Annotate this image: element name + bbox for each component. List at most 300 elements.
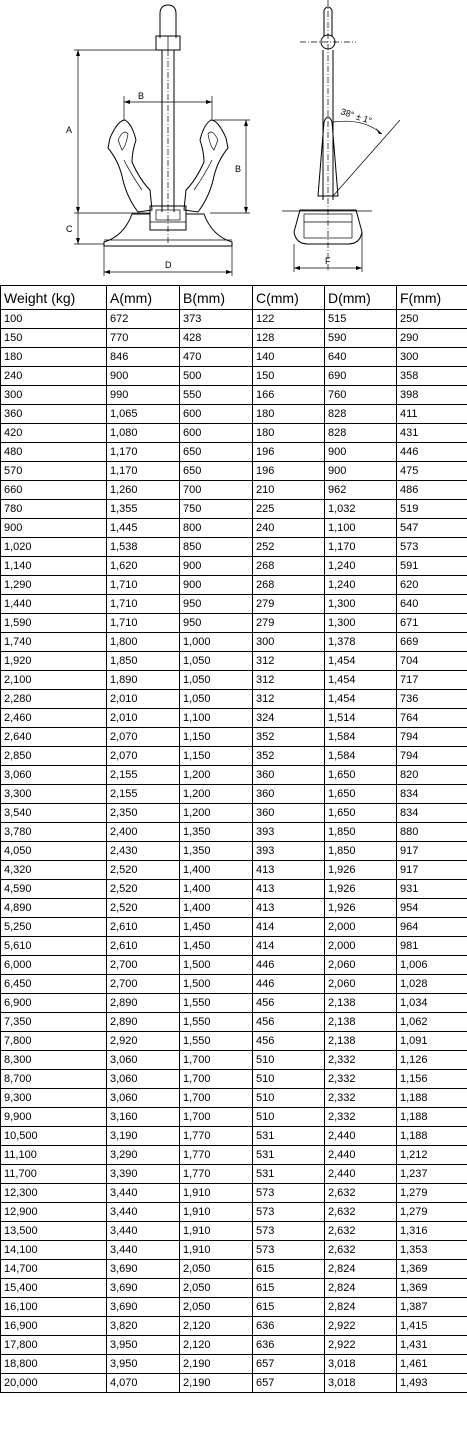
cell-a: 3,440 bbox=[107, 1203, 180, 1222]
cell-weight: 2,280 bbox=[1, 690, 107, 709]
cell-d: 3,018 bbox=[325, 1355, 397, 1374]
cell-f: 1,091 bbox=[397, 1032, 467, 1051]
cell-a: 1,710 bbox=[107, 614, 180, 633]
cell-a: 2,070 bbox=[107, 747, 180, 766]
cell-d: 1,100 bbox=[325, 519, 397, 538]
cell-f: 475 bbox=[397, 462, 467, 481]
header-d: D(mm) bbox=[325, 286, 397, 310]
cell-d: 2,332 bbox=[325, 1108, 397, 1127]
table-row bbox=[1, 823, 467, 842]
table-header-row bbox=[1, 286, 467, 310]
cell-b: 1,700 bbox=[180, 1051, 253, 1070]
table-row bbox=[1, 1336, 467, 1355]
table-row bbox=[1, 728, 467, 747]
cell-f: 1,188 bbox=[397, 1108, 467, 1127]
cell-a: 3,060 bbox=[107, 1089, 180, 1108]
dimension-b-side-label: B bbox=[235, 164, 242, 174]
cell-a: 1,355 bbox=[107, 500, 180, 519]
cell-f: 820 bbox=[397, 766, 467, 785]
cell-c: 240 bbox=[253, 519, 325, 538]
cell-b: 1,200 bbox=[180, 804, 253, 823]
table-row bbox=[1, 310, 467, 329]
cell-c: 615 bbox=[253, 1260, 325, 1279]
cell-weight: 2,460 bbox=[1, 709, 107, 728]
cell-c: 636 bbox=[253, 1336, 325, 1355]
cell-c: 531 bbox=[253, 1127, 325, 1146]
header-b: B(mm) bbox=[180, 286, 253, 310]
cell-weight: 3,540 bbox=[1, 804, 107, 823]
cell-a: 3,820 bbox=[107, 1317, 180, 1336]
cell-weight: 9,900 bbox=[1, 1108, 107, 1127]
cell-d: 2,824 bbox=[325, 1279, 397, 1298]
cell-weight: 15,400 bbox=[1, 1279, 107, 1298]
cell-d: 1,300 bbox=[325, 595, 397, 614]
cell-a: 2,350 bbox=[107, 804, 180, 823]
cell-weight: 12,300 bbox=[1, 1184, 107, 1203]
cell-f: 300 bbox=[397, 348, 467, 367]
cell-weight: 4,590 bbox=[1, 880, 107, 899]
cell-c: 531 bbox=[253, 1146, 325, 1165]
table-row bbox=[1, 424, 467, 443]
cell-f: 704 bbox=[397, 652, 467, 671]
table-row bbox=[1, 481, 467, 500]
cell-d: 2,000 bbox=[325, 918, 397, 937]
cell-b: 1,550 bbox=[180, 994, 253, 1013]
cell-f: 1,387 bbox=[397, 1298, 467, 1317]
table-row bbox=[1, 348, 467, 367]
cell-b: 1,450 bbox=[180, 918, 253, 937]
cell-weight: 6,900 bbox=[1, 994, 107, 1013]
table-row bbox=[1, 367, 467, 386]
cell-a: 3,190 bbox=[107, 1127, 180, 1146]
cell-c: 300 bbox=[253, 633, 325, 652]
cell-d: 1,514 bbox=[325, 709, 397, 728]
cell-f: 573 bbox=[397, 538, 467, 557]
cell-f: 1,212 bbox=[397, 1146, 467, 1165]
cell-f: 1,006 bbox=[397, 956, 467, 975]
cell-c: 210 bbox=[253, 481, 325, 500]
dimension-b-top-label: B bbox=[138, 91, 145, 101]
cell-weight: 14,100 bbox=[1, 1241, 107, 1260]
cell-f: 834 bbox=[397, 804, 467, 823]
cell-f: 1,461 bbox=[397, 1355, 467, 1374]
cell-f: 669 bbox=[397, 633, 467, 652]
cell-d: 900 bbox=[325, 443, 397, 462]
cell-b: 1,100 bbox=[180, 709, 253, 728]
cell-d: 2,332 bbox=[325, 1089, 397, 1108]
cell-b: 1,200 bbox=[180, 766, 253, 785]
table-row bbox=[1, 1127, 467, 1146]
cell-weight: 14,700 bbox=[1, 1260, 107, 1279]
cell-b: 1,350 bbox=[180, 842, 253, 861]
table-row bbox=[1, 1317, 467, 1336]
table-row bbox=[1, 671, 467, 690]
cell-c: 166 bbox=[253, 386, 325, 405]
cell-d: 1,454 bbox=[325, 652, 397, 671]
anchor-front-view bbox=[104, 5, 232, 246]
header-a: A(mm) bbox=[107, 286, 180, 310]
cell-b: 1,770 bbox=[180, 1146, 253, 1165]
cell-a: 2,070 bbox=[107, 728, 180, 747]
cell-d: 1,240 bbox=[325, 557, 397, 576]
cell-d: 2,632 bbox=[325, 1222, 397, 1241]
cell-d: 1,926 bbox=[325, 880, 397, 899]
cell-weight: 10,500 bbox=[1, 1127, 107, 1146]
cell-c: 180 bbox=[253, 405, 325, 424]
cell-a: 1,080 bbox=[107, 424, 180, 443]
dimension-c-label: C bbox=[66, 224, 73, 234]
cell-c: 573 bbox=[253, 1203, 325, 1222]
table-row bbox=[1, 1184, 467, 1203]
cell-f: 671 bbox=[397, 614, 467, 633]
table-row bbox=[1, 1260, 467, 1279]
angle-label: 38° ± 1° bbox=[339, 106, 374, 126]
cell-weight: 900 bbox=[1, 519, 107, 538]
cell-b: 1,700 bbox=[180, 1089, 253, 1108]
cell-d: 2,440 bbox=[325, 1127, 397, 1146]
cell-d: 1,650 bbox=[325, 785, 397, 804]
cell-weight: 6,450 bbox=[1, 975, 107, 994]
table-row bbox=[1, 1298, 467, 1317]
cell-a: 672 bbox=[107, 310, 180, 329]
cell-f: 591 bbox=[397, 557, 467, 576]
table-row bbox=[1, 500, 467, 519]
cell-c: 393 bbox=[253, 823, 325, 842]
cell-b: 1,500 bbox=[180, 975, 253, 994]
cell-b: 1,200 bbox=[180, 785, 253, 804]
cell-weight: 100 bbox=[1, 310, 107, 329]
cell-a: 3,440 bbox=[107, 1184, 180, 1203]
cell-b: 650 bbox=[180, 443, 253, 462]
table-row bbox=[1, 785, 467, 804]
cell-b: 2,050 bbox=[180, 1260, 253, 1279]
cell-b: 1,700 bbox=[180, 1108, 253, 1127]
cell-f: 519 bbox=[397, 500, 467, 519]
table-row bbox=[1, 1070, 467, 1089]
cell-d: 1,926 bbox=[325, 899, 397, 918]
table-row bbox=[1, 937, 467, 956]
cell-c: 657 bbox=[253, 1374, 325, 1393]
cell-d: 2,138 bbox=[325, 994, 397, 1013]
cell-d: 2,632 bbox=[325, 1203, 397, 1222]
cell-c: 636 bbox=[253, 1317, 325, 1336]
cell-f: 1,279 bbox=[397, 1203, 467, 1222]
table-row bbox=[1, 1165, 467, 1184]
cell-a: 990 bbox=[107, 386, 180, 405]
cell-weight: 9,300 bbox=[1, 1089, 107, 1108]
cell-d: 2,632 bbox=[325, 1241, 397, 1260]
cell-f: 431 bbox=[397, 424, 467, 443]
cell-f: 764 bbox=[397, 709, 467, 728]
table-row bbox=[1, 1089, 467, 1108]
cell-d: 1,454 bbox=[325, 690, 397, 709]
cell-a: 2,920 bbox=[107, 1032, 180, 1051]
cell-c: 510 bbox=[253, 1051, 325, 1070]
anchor-spec-table bbox=[0, 285, 467, 1393]
cell-d: 828 bbox=[325, 424, 397, 443]
cell-a: 1,170 bbox=[107, 443, 180, 462]
table-row bbox=[1, 1374, 467, 1393]
cell-a: 2,155 bbox=[107, 785, 180, 804]
cell-a: 2,890 bbox=[107, 994, 180, 1013]
cell-c: 615 bbox=[253, 1279, 325, 1298]
cell-c: 196 bbox=[253, 462, 325, 481]
cell-weight: 11,700 bbox=[1, 1165, 107, 1184]
cell-a: 3,950 bbox=[107, 1355, 180, 1374]
cell-b: 373 bbox=[180, 310, 253, 329]
table-row bbox=[1, 709, 467, 728]
cell-a: 2,700 bbox=[107, 956, 180, 975]
dimension-d bbox=[104, 246, 232, 276]
cell-f: 1,237 bbox=[397, 1165, 467, 1184]
table-row bbox=[1, 443, 467, 462]
cell-c: 268 bbox=[253, 557, 325, 576]
cell-d: 2,138 bbox=[325, 1013, 397, 1032]
cell-f: 411 bbox=[397, 405, 467, 424]
cell-c: 360 bbox=[253, 766, 325, 785]
cell-a: 2,700 bbox=[107, 975, 180, 994]
table-row bbox=[1, 1146, 467, 1165]
cell-f: 880 bbox=[397, 823, 467, 842]
table-row bbox=[1, 1241, 467, 1260]
cell-d: 2,922 bbox=[325, 1336, 397, 1355]
cell-c: 413 bbox=[253, 861, 325, 880]
cell-d: 1,850 bbox=[325, 823, 397, 842]
cell-d: 1,850 bbox=[325, 842, 397, 861]
cell-f: 964 bbox=[397, 918, 467, 937]
cell-b: 1,550 bbox=[180, 1013, 253, 1032]
cell-f: 398 bbox=[397, 386, 467, 405]
cell-d: 1,650 bbox=[325, 766, 397, 785]
cell-b: 1,450 bbox=[180, 937, 253, 956]
cell-a: 2,400 bbox=[107, 823, 180, 842]
cell-b: 1,050 bbox=[180, 652, 253, 671]
table-row bbox=[1, 1222, 467, 1241]
cell-d: 2,922 bbox=[325, 1317, 397, 1336]
cell-d: 1,240 bbox=[325, 576, 397, 595]
cell-weight: 7,800 bbox=[1, 1032, 107, 1051]
cell-weight: 1,140 bbox=[1, 557, 107, 576]
cell-c: 196 bbox=[253, 443, 325, 462]
cell-a: 1,538 bbox=[107, 538, 180, 557]
cell-a: 4,070 bbox=[107, 1374, 180, 1393]
table-row bbox=[1, 861, 467, 880]
cell-f: 446 bbox=[397, 443, 467, 462]
cell-d: 2,000 bbox=[325, 937, 397, 956]
cell-d: 2,440 bbox=[325, 1146, 397, 1165]
cell-c: 360 bbox=[253, 804, 325, 823]
cell-weight: 180 bbox=[1, 348, 107, 367]
table-row bbox=[1, 747, 467, 766]
cell-d: 2,824 bbox=[325, 1260, 397, 1279]
cell-weight: 780 bbox=[1, 500, 107, 519]
cell-f: 1,126 bbox=[397, 1051, 467, 1070]
cell-c: 140 bbox=[253, 348, 325, 367]
cell-weight: 11,100 bbox=[1, 1146, 107, 1165]
table-row bbox=[1, 614, 467, 633]
cell-c: 510 bbox=[253, 1070, 325, 1089]
table-row bbox=[1, 557, 467, 576]
cell-f: 1,028 bbox=[397, 975, 467, 994]
cell-c: 615 bbox=[253, 1298, 325, 1317]
cell-a: 1,260 bbox=[107, 481, 180, 500]
cell-d: 515 bbox=[325, 310, 397, 329]
cell-b: 750 bbox=[180, 500, 253, 519]
cell-b: 900 bbox=[180, 557, 253, 576]
cell-c: 279 bbox=[253, 595, 325, 614]
cell-c: 150 bbox=[253, 367, 325, 386]
right-fluke bbox=[184, 120, 228, 212]
cell-a: 900 bbox=[107, 367, 180, 386]
cell-b: 1,550 bbox=[180, 1032, 253, 1051]
table-row bbox=[1, 1032, 467, 1051]
cell-weight: 2,850 bbox=[1, 747, 107, 766]
cell-c: 252 bbox=[253, 538, 325, 557]
cell-a: 846 bbox=[107, 348, 180, 367]
cell-b: 2,120 bbox=[180, 1336, 253, 1355]
cell-f: 1,415 bbox=[397, 1317, 467, 1336]
cell-d: 962 bbox=[325, 481, 397, 500]
table-row bbox=[1, 329, 467, 348]
table-row bbox=[1, 1108, 467, 1127]
cell-d: 900 bbox=[325, 462, 397, 481]
cell-b: 470 bbox=[180, 348, 253, 367]
cell-weight: 3,060 bbox=[1, 766, 107, 785]
cell-d: 1,032 bbox=[325, 500, 397, 519]
table-row bbox=[1, 405, 467, 424]
cell-a: 1,710 bbox=[107, 595, 180, 614]
cell-a: 1,800 bbox=[107, 633, 180, 652]
cell-f: 250 bbox=[397, 310, 467, 329]
cell-d: 2,138 bbox=[325, 1032, 397, 1051]
cell-c: 510 bbox=[253, 1089, 325, 1108]
table-row bbox=[1, 1203, 467, 1222]
cell-a: 3,690 bbox=[107, 1279, 180, 1298]
cell-d: 1,584 bbox=[325, 728, 397, 747]
cell-b: 650 bbox=[180, 462, 253, 481]
cell-c: 352 bbox=[253, 747, 325, 766]
cell-f: 358 bbox=[397, 367, 467, 386]
cell-a: 770 bbox=[107, 329, 180, 348]
cell-weight: 2,100 bbox=[1, 671, 107, 690]
cell-weight: 4,890 bbox=[1, 899, 107, 918]
cell-f: 931 bbox=[397, 880, 467, 899]
cell-b: 700 bbox=[180, 481, 253, 500]
header-weight: Weight (kg) bbox=[1, 286, 107, 310]
table-row bbox=[1, 595, 467, 614]
cell-b: 850 bbox=[180, 538, 253, 557]
table-row bbox=[1, 880, 467, 899]
cell-d: 2,440 bbox=[325, 1165, 397, 1184]
cell-d: 590 bbox=[325, 329, 397, 348]
cell-c: 312 bbox=[253, 690, 325, 709]
cell-f: 954 bbox=[397, 899, 467, 918]
cell-a: 3,690 bbox=[107, 1298, 180, 1317]
cell-d: 2,332 bbox=[325, 1070, 397, 1089]
cell-d: 1,650 bbox=[325, 804, 397, 823]
cell-b: 1,910 bbox=[180, 1184, 253, 1203]
cell-weight: 17,800 bbox=[1, 1336, 107, 1355]
cell-d: 1,584 bbox=[325, 747, 397, 766]
cell-b: 1,770 bbox=[180, 1127, 253, 1146]
table-row bbox=[1, 576, 467, 595]
cell-c: 414 bbox=[253, 918, 325, 937]
cell-b: 2,050 bbox=[180, 1279, 253, 1298]
cell-c: 279 bbox=[253, 614, 325, 633]
cell-a: 1,850 bbox=[107, 652, 180, 671]
cell-f: 486 bbox=[397, 481, 467, 500]
cell-a: 2,010 bbox=[107, 709, 180, 728]
cell-b: 950 bbox=[180, 595, 253, 614]
table-row bbox=[1, 994, 467, 1013]
cell-f: 794 bbox=[397, 728, 467, 747]
cell-b: 1,400 bbox=[180, 899, 253, 918]
cell-c: 225 bbox=[253, 500, 325, 519]
cell-c: 393 bbox=[253, 842, 325, 861]
cell-d: 1,300 bbox=[325, 614, 397, 633]
cell-weight: 1,440 bbox=[1, 595, 107, 614]
cell-c: 446 bbox=[253, 975, 325, 994]
cell-c: 510 bbox=[253, 1108, 325, 1127]
cell-weight: 16,100 bbox=[1, 1298, 107, 1317]
table-row bbox=[1, 1013, 467, 1032]
table-row bbox=[1, 538, 467, 557]
cell-f: 834 bbox=[397, 785, 467, 804]
cell-c: 531 bbox=[253, 1165, 325, 1184]
cell-a: 3,690 bbox=[107, 1260, 180, 1279]
cell-f: 1,431 bbox=[397, 1336, 467, 1355]
cell-c: 352 bbox=[253, 728, 325, 747]
cell-b: 600 bbox=[180, 405, 253, 424]
cell-weight: 1,740 bbox=[1, 633, 107, 652]
cell-b: 2,050 bbox=[180, 1298, 253, 1317]
cell-f: 717 bbox=[397, 671, 467, 690]
cell-weight: 2,640 bbox=[1, 728, 107, 747]
cell-f: 981 bbox=[397, 937, 467, 956]
angle-dimension bbox=[333, 106, 400, 196]
cell-b: 1,910 bbox=[180, 1241, 253, 1260]
cell-a: 2,610 bbox=[107, 918, 180, 937]
cell-a: 1,065 bbox=[107, 405, 180, 424]
cell-a: 3,440 bbox=[107, 1241, 180, 1260]
table-row bbox=[1, 462, 467, 481]
cell-b: 600 bbox=[180, 424, 253, 443]
anchor-drawing bbox=[0, 0, 467, 284]
cell-b: 1,910 bbox=[180, 1203, 253, 1222]
cell-weight: 18,800 bbox=[1, 1355, 107, 1374]
cell-b: 1,910 bbox=[180, 1222, 253, 1241]
cell-a: 2,610 bbox=[107, 937, 180, 956]
cell-c: 456 bbox=[253, 1013, 325, 1032]
cell-weight: 1,590 bbox=[1, 614, 107, 633]
dimension-b-side bbox=[210, 120, 250, 213]
cell-f: 736 bbox=[397, 690, 467, 709]
cell-d: 3,018 bbox=[325, 1374, 397, 1393]
cell-b: 428 bbox=[180, 329, 253, 348]
cell-weight: 4,050 bbox=[1, 842, 107, 861]
cell-a: 3,950 bbox=[107, 1336, 180, 1355]
cell-weight: 6,000 bbox=[1, 956, 107, 975]
cell-f: 1,353 bbox=[397, 1241, 467, 1260]
cell-f: 640 bbox=[397, 595, 467, 614]
cell-b: 1,150 bbox=[180, 728, 253, 747]
cell-d: 2,632 bbox=[325, 1184, 397, 1203]
cell-b: 800 bbox=[180, 519, 253, 538]
cell-c: 180 bbox=[253, 424, 325, 443]
cell-c: 413 bbox=[253, 880, 325, 899]
dimension-d-label: D bbox=[165, 260, 172, 270]
cell-a: 3,060 bbox=[107, 1070, 180, 1089]
